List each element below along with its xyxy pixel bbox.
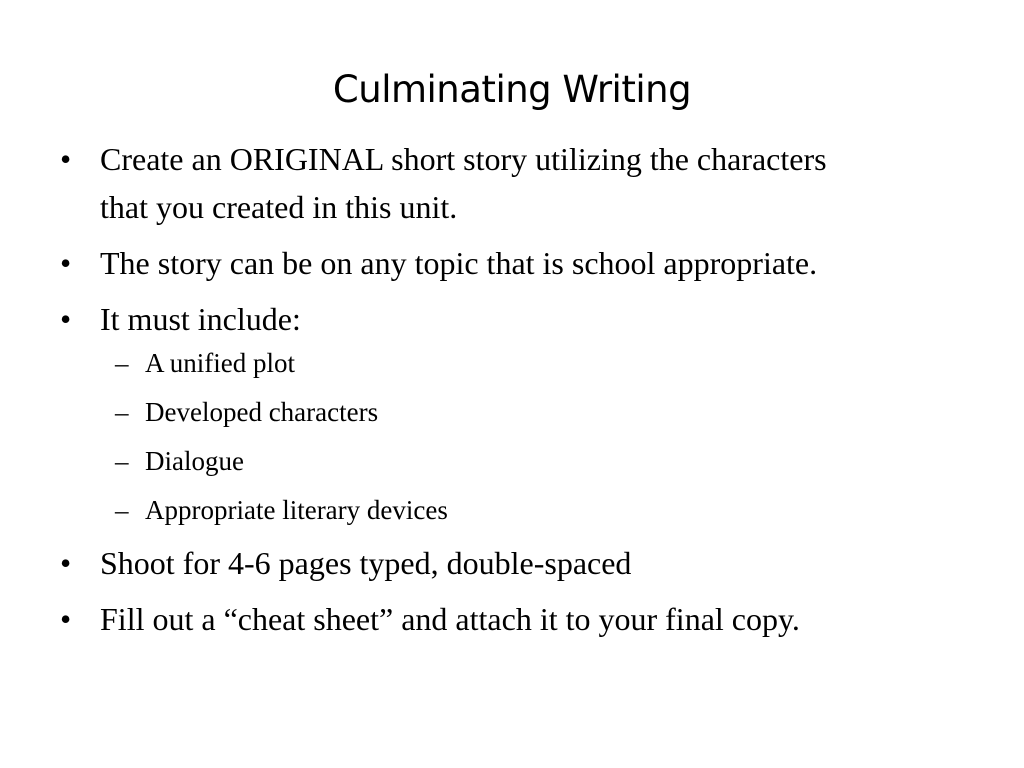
- bullet-text: It must include:: [100, 301, 301, 337]
- bullet-marker: •: [60, 245, 72, 281]
- sub-text: Developed characters: [145, 397, 379, 427]
- sub-item: [60, 441, 960, 481]
- bullet-item: [60, 239, 820, 287]
- sub-text: A unified plot: [145, 348, 295, 378]
- sub-marker: –: [115, 348, 129, 378]
- bullet-text: Shoot for 4-6 pages typed, double-spaced: [100, 545, 632, 581]
- bullet-item: [60, 135, 860, 231]
- bullet-item: [60, 295, 960, 343]
- sub-marker: –: [115, 495, 129, 525]
- sub-list: [60, 343, 960, 530]
- bullet-item: [60, 539, 960, 587]
- sub-item: [60, 392, 960, 432]
- bullet-text: The story can be on any topic that is school appropriate.: [100, 245, 818, 281]
- bullet-text: Create an ORIGINAL short story utilizing the characters that you created in this unit.: [100, 141, 827, 225]
- bullet-marker: •: [60, 601, 72, 637]
- sub-marker: –: [115, 446, 129, 476]
- sub-item: [60, 343, 960, 383]
- sub-item: [60, 490, 960, 530]
- bullet-item: [60, 595, 900, 643]
- slide-title: Culminating Writing: [332, 68, 692, 111]
- bullet-list: [60, 135, 960, 651]
- bullet-marker: •: [60, 301, 72, 337]
- bullet-text: Fill out a “cheat sheet” and attach it to your final copy.: [100, 601, 800, 637]
- bullet-marker: •: [60, 545, 72, 581]
- sub-marker: –: [115, 397, 129, 427]
- sub-text: Dialogue: [145, 446, 244, 476]
- sub-text: Appropriate literary devices: [145, 495, 448, 525]
- bullet-marker: •: [60, 141, 72, 177]
